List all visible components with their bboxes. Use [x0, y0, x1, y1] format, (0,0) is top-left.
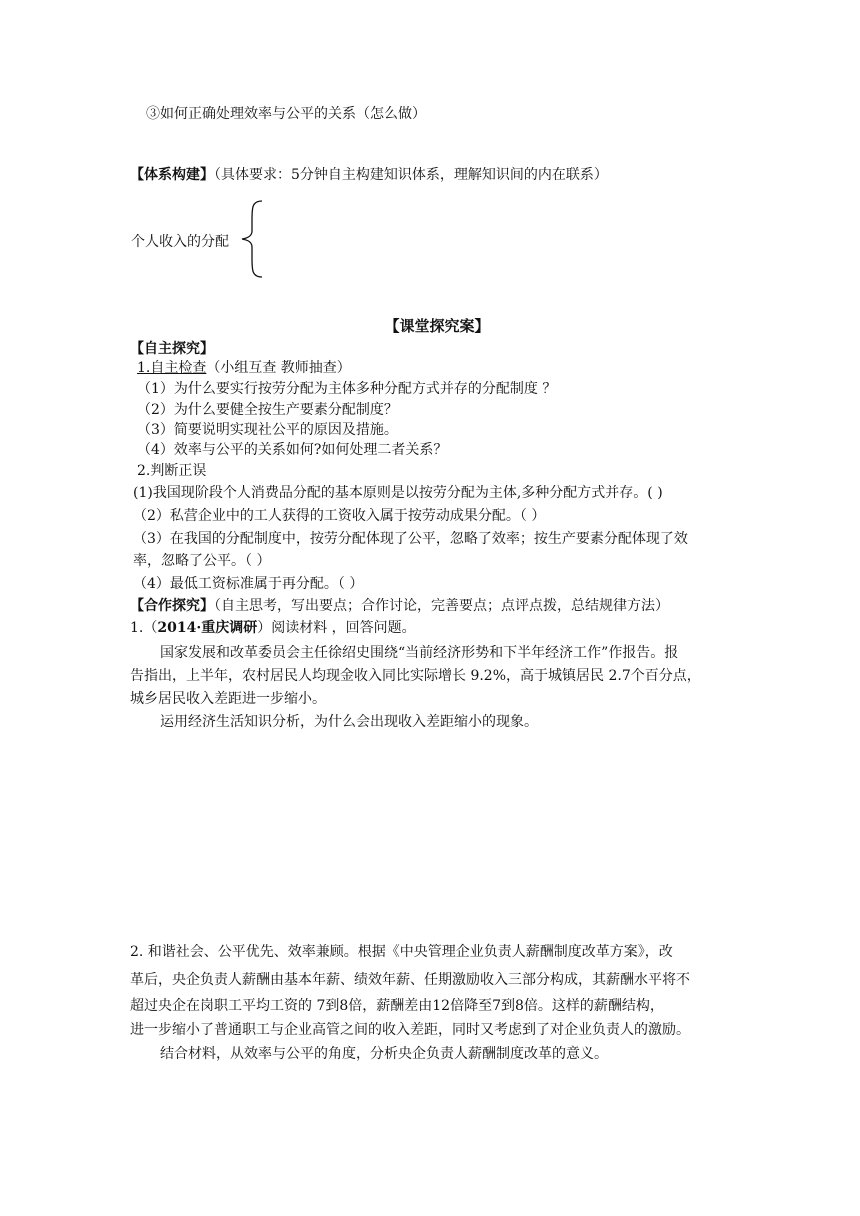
- self-check-note: （小组互查 教师抽查）: [206, 360, 351, 376]
- self-question-4: （4）效率与公平的关系如何?如何处理二者关系？: [137, 442, 448, 458]
- judge-item-1: (1)我国现阶段个人消费品分配的基本原则是以按劳分配为主体,多种分配方式并存。( ): [133, 485, 663, 501]
- question-1-instruction: ）阅读材料 ，回答问题。: [257, 620, 416, 636]
- cooperative-inquiry-label: 【合作探究】: [130, 598, 214, 614]
- system-construction-label: 【体系构建】: [130, 167, 214, 183]
- curly-brace-icon: [238, 198, 268, 280]
- cooperative-inquiry-steps: （自主思考，写出要点；合作讨论，完善要点；点评点拨，总结规律方法）: [214, 598, 669, 614]
- question-2-material-line-1: 2. 和谐社会、公平优先、效率兼顾。根据《中央管理企业负责人薪酬制度改革方案》，改: [130, 944, 673, 960]
- question-2-material-line-4: 进一步缩小了普通职工与企业高管之间的收入差距，同时又考虑到了对企业负责人的激励。: [130, 1022, 690, 1038]
- question-3-text: ③如何正确处理效率与公平的关系（怎么做）: [146, 106, 426, 122]
- self-check-title: 1.自主检查: [137, 360, 207, 376]
- question-1-material-line-1: 国家发展和改革委员会主任徐绍史围绕“当前经济形势和下半年经济工作”作报告。报: [160, 645, 679, 661]
- question-1-prompt: 运用经济生活知识分析，为什么会出现收入差距缩小的现象。: [160, 714, 538, 730]
- question-1-number: 1.（: [130, 620, 158, 636]
- self-question-1: （1）为什么要实行按劳分配为主体多种分配方式并存的分配制度 ？: [137, 381, 557, 397]
- self-inquiry-heading: 【自主探究】: [130, 341, 214, 357]
- judge-item-3-line-1: （3）在我国的分配制度中，按劳分配体现了公平，忽略了效率；按生产要素分配体现了效: [133, 531, 688, 547]
- self-question-2: （2）为什么要健全按生产要素分配制度？: [137, 402, 398, 418]
- question-1-material-line-2: 告指出，上半年，农村居民人均现金收入同比实际增长 9.2%，高于城镇居民 2.7个百分点，: [130, 668, 701, 684]
- question-2-material-line-3: 超过央企在岗职工平均工资的 7到8倍，薪酬差由12倍降至7到8倍。这样的薪酬结构，: [130, 998, 664, 1014]
- self-question-3: （3）简要说明实现社公平的原因及措施。: [137, 422, 398, 438]
- system-construction-requirement: （具体要求：5分钟自主构建知识体系，理解知识间的内在联系）: [214, 167, 608, 183]
- cooperative-inquiry-heading: [130, 596, 669, 616]
- judge-heading: 2.判断正误: [137, 463, 207, 479]
- judge-item-4: （4）最低工资标准属于再分配。（ ）: [133, 576, 364, 592]
- self-check-heading: [137, 358, 351, 378]
- judge-item-3-line-2: 率，忽略了公平。（ ）: [133, 553, 271, 569]
- question-1-heading: [130, 618, 416, 638]
- judge-item-2: （2）私营企业中的工人获得的工资收入属于按劳动成果分配。（ ）: [133, 508, 546, 524]
- question-2-prompt: 结合材料，从效率与公平的角度，分析央企负责人薪酬制度改革的意义。: [160, 1046, 608, 1062]
- mindmap-root-node: 个人收入的分配: [131, 234, 229, 250]
- section-title: 【课堂探究案】: [384, 317, 490, 335]
- system-construction-heading: [130, 165, 608, 185]
- question-1-material-line-3: 城乡居民收入差距进一步缩小。: [130, 691, 326, 707]
- question-2-material-line-2: 革后，央企负责人薪酬由基本年薪、绩效年薪、任期激励收入三部分构成，其薪酬水平将不: [130, 972, 690, 988]
- question-1-source: 2014·重庆调研: [157, 620, 258, 636]
